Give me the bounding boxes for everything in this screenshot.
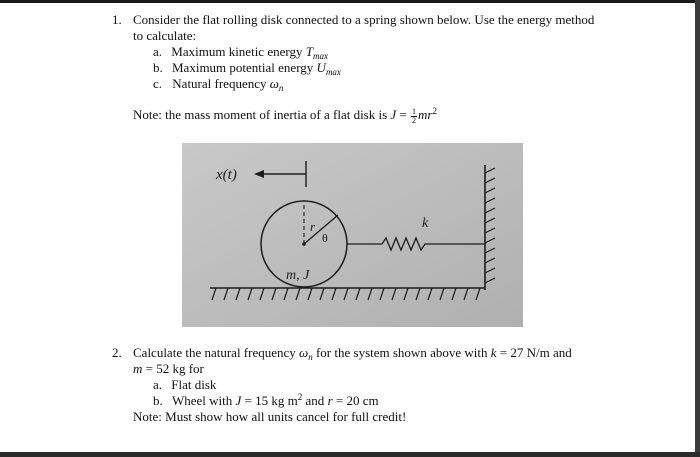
item-subscript: max <box>312 51 328 61</box>
problem-1-number: 1. <box>112 12 122 27</box>
bottom-border <box>0 452 700 457</box>
problem-2-note: Note: Must show how all units cancel for full credit! <box>133 409 407 424</box>
problem-1-item-a <box>153 44 328 61</box>
k-symbol: k <box>490 345 497 360</box>
rolling-disk-spring-figure <box>182 143 523 327</box>
item-letter: c. <box>153 76 163 91</box>
r-symbol: r <box>327 393 333 408</box>
problem-2-item-b <box>153 393 379 410</box>
figure-drawing <box>182 143 523 327</box>
line-text-c: = 27 N/m and <box>496 345 572 360</box>
item-text-d: = 20 cm <box>332 393 379 408</box>
problem-1-note <box>133 107 437 125</box>
item-letter: b. <box>153 393 163 408</box>
item-exponent: 2 <box>297 392 303 402</box>
item-letter: a. <box>153 44 163 59</box>
radius-label: r <box>310 219 316 234</box>
item-letter: b. <box>153 60 163 75</box>
problem-1-item-b <box>153 60 341 77</box>
displacement-label: x(t) <box>216 167 237 183</box>
item-symbol: T <box>305 44 313 59</box>
problem-1-intro-line-1: Consider the flat rolling disk connected to a spring shown below. Use the energy method <box>133 12 595 27</box>
fraction-denominator: 2 <box>412 115 417 125</box>
item-subscript: max <box>325 67 341 77</box>
item-text-a: Wheel with <box>172 393 236 408</box>
note-fraction <box>411 108 417 125</box>
problem-1-intro-line-2: to calculate: <box>133 28 197 43</box>
note-exponent: 2 <box>432 106 437 116</box>
item-text-c: and <box>302 393 328 408</box>
note-equals: = <box>396 107 411 122</box>
spring-label: k <box>422 216 429 231</box>
right-border <box>695 0 700 457</box>
mass-label: m, J <box>286 268 310 283</box>
top-border <box>0 0 700 3</box>
omega-subscript: n <box>308 352 313 362</box>
problem-2-line-1 <box>133 345 572 362</box>
problem-2-item-a <box>153 377 216 393</box>
line-text-a: Calculate the natural frequency <box>133 345 300 360</box>
note-prefix: Note: the mass moment of inertia of a flat disk is <box>133 107 391 122</box>
problem-1-item-c <box>153 76 283 93</box>
angle-label: θ <box>322 231 328 245</box>
m-symbol: m <box>133 361 143 376</box>
problem-2-line-2 <box>133 361 204 377</box>
disk-center <box>302 242 306 246</box>
item-subscript: n <box>278 83 284 93</box>
fraction-numerator: 1 <box>412 106 417 116</box>
j-symbol: J <box>235 393 242 408</box>
item-symbol: ω <box>269 76 279 91</box>
item-text: Maximum kinetic energy <box>171 44 306 59</box>
note-lhs: J <box>390 107 397 122</box>
item-text: Flat disk <box>171 377 217 392</box>
item-text: Natural frequency <box>172 76 270 91</box>
note-rhs: mr <box>418 107 433 122</box>
item-letter: a. <box>153 377 163 392</box>
item-text: Maximum potential energy <box>172 60 317 75</box>
item-symbol: U <box>316 60 326 75</box>
problem-2-number: 2. <box>112 345 122 360</box>
line-text: = 52 kg for <box>142 361 204 376</box>
omega-symbol: ω <box>299 345 309 360</box>
line-text-b: for the system shown above with <box>312 345 491 360</box>
item-text-b: = 15 kg m <box>241 393 298 408</box>
